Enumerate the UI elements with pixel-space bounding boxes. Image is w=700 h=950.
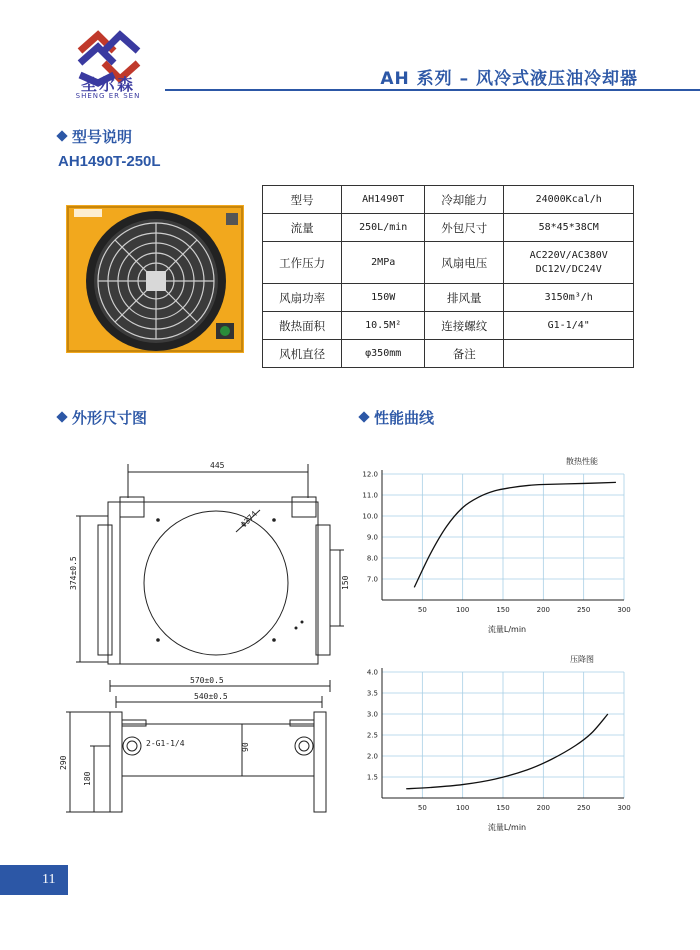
y-tick-label: 12.0 bbox=[362, 470, 378, 479]
x-tick-label: 300 bbox=[617, 804, 631, 812]
spec-label: 冷却能力 bbox=[425, 186, 504, 214]
spec-value: 58*45*38CM bbox=[504, 214, 634, 242]
spec-value: 24000Kcal/h bbox=[504, 186, 634, 214]
y-tick-label: 2.5 bbox=[366, 731, 378, 740]
chart-title: 压降图 bbox=[570, 655, 594, 664]
page-number: 11 bbox=[42, 872, 56, 887]
section-outline bbox=[58, 407, 147, 428]
product-photo bbox=[66, 205, 244, 353]
spec-label: 排风量 bbox=[425, 284, 504, 312]
y-tick-label: 8.0 bbox=[366, 554, 378, 563]
diamond-bullet-icon bbox=[56, 130, 67, 141]
page-title: AH 系列 – 风冷式液压油冷却器 bbox=[380, 69, 638, 89]
spec-label: 流量 bbox=[263, 214, 342, 242]
spec-value: G1-1/4" bbox=[504, 312, 634, 340]
section-performance bbox=[360, 407, 434, 428]
spec-value-line: AC220V/AC380V bbox=[529, 249, 608, 261]
diamond-bullet-icon bbox=[56, 411, 67, 422]
dim-90: 90 bbox=[241, 742, 250, 752]
y-tick-label: 3.0 bbox=[366, 710, 378, 719]
chart-title: 散热性能 bbox=[566, 457, 598, 466]
dim-445: 445 bbox=[210, 461, 225, 470]
x-tick-label: 250 bbox=[576, 606, 591, 614]
spec-value: 250L/min bbox=[342, 214, 425, 242]
spec-value: 2MPa bbox=[342, 242, 425, 284]
spec-value bbox=[504, 242, 634, 284]
x-tick-label: 50 bbox=[417, 804, 427, 812]
brand-name-en: SHENG ER SEN bbox=[75, 92, 141, 100]
x-tick-label: 100 bbox=[455, 804, 470, 812]
diamond-bullet-icon bbox=[358, 411, 369, 422]
heat-dissipation-chart bbox=[352, 452, 652, 637]
spec-value-line: DC12V/DC24V bbox=[535, 263, 602, 275]
y-tick-label: 11.0 bbox=[362, 491, 378, 500]
x-tick-label: 200 bbox=[536, 804, 551, 812]
table-row bbox=[263, 186, 634, 214]
spec-value: AH1490T bbox=[342, 186, 425, 214]
spec-label: 风扇电压 bbox=[425, 242, 504, 284]
spec-value: φ350mm bbox=[342, 340, 425, 368]
series-line bbox=[414, 482, 616, 587]
table-row bbox=[263, 284, 634, 312]
brand-name-cn: 圣尔森 bbox=[80, 75, 135, 94]
y-tick-label: 1.5 bbox=[366, 773, 378, 782]
table-row bbox=[263, 312, 634, 340]
y-tick-label: 10.0 bbox=[362, 512, 378, 521]
spec-label: 风机直径 bbox=[263, 340, 342, 368]
dim-290: 290 bbox=[59, 755, 68, 770]
dim-540: 540±0.5 bbox=[194, 692, 228, 701]
x-tick-label: 100 bbox=[455, 606, 470, 614]
model-code: AH1490T-250L bbox=[58, 153, 161, 170]
y-tick-label: 9.0 bbox=[366, 533, 378, 542]
spec-label: 散热面积 bbox=[263, 312, 342, 340]
section-model-desc bbox=[58, 126, 132, 147]
x-tick-label: 300 bbox=[617, 606, 631, 614]
spec-value bbox=[504, 340, 634, 368]
section-model-desc-label: 型号说明 bbox=[72, 128, 133, 146]
spec-label: 连接螺纹 bbox=[425, 312, 504, 340]
spec-table bbox=[262, 185, 634, 368]
pressure-drop-chart bbox=[352, 650, 652, 835]
spec-label: 型号 bbox=[263, 186, 342, 214]
spec-value: 3150m³/h bbox=[504, 284, 634, 312]
x-axis-label: 流量L/min bbox=[487, 625, 527, 634]
x-tick-label: 200 bbox=[536, 606, 551, 614]
spec-label: 外包尺寸 bbox=[425, 214, 504, 242]
dim-180: 180 bbox=[83, 771, 92, 786]
dim-diameter: Φ374 bbox=[239, 509, 260, 530]
y-tick-label: 3.5 bbox=[366, 689, 378, 698]
dim-570: 570±0.5 bbox=[190, 676, 224, 685]
x-tick-label: 50 bbox=[417, 606, 427, 614]
y-tick-label: 4.0 bbox=[366, 668, 378, 677]
dimension-drawing bbox=[50, 440, 350, 840]
section-performance-label: 性能曲线 bbox=[374, 409, 435, 427]
series-line bbox=[406, 714, 608, 789]
spec-value: 150W bbox=[342, 284, 425, 312]
spec-label: 风扇功率 bbox=[263, 284, 342, 312]
table-row bbox=[263, 242, 634, 284]
table-row bbox=[263, 214, 634, 242]
x-tick-label: 150 bbox=[496, 804, 510, 812]
page-number-box bbox=[0, 865, 68, 895]
x-tick-label: 250 bbox=[576, 804, 591, 812]
port-label: 2-G1-1/4 bbox=[146, 739, 185, 748]
spec-value: 10.5M² bbox=[342, 312, 425, 340]
header-divider bbox=[165, 89, 700, 91]
x-tick-label: 150 bbox=[496, 606, 510, 614]
spec-label: 工作压力 bbox=[263, 242, 342, 284]
y-tick-label: 7.0 bbox=[366, 575, 378, 584]
spec-label: 备注 bbox=[425, 340, 504, 368]
dim-374: 374±0.5 bbox=[69, 556, 78, 590]
section-outline-label: 外形尺寸图 bbox=[72, 409, 148, 427]
y-tick-label: 2.0 bbox=[366, 752, 378, 761]
x-axis-label: 流量L/min bbox=[487, 823, 527, 832]
dim-150: 150 bbox=[341, 575, 350, 590]
table-row bbox=[263, 340, 634, 368]
